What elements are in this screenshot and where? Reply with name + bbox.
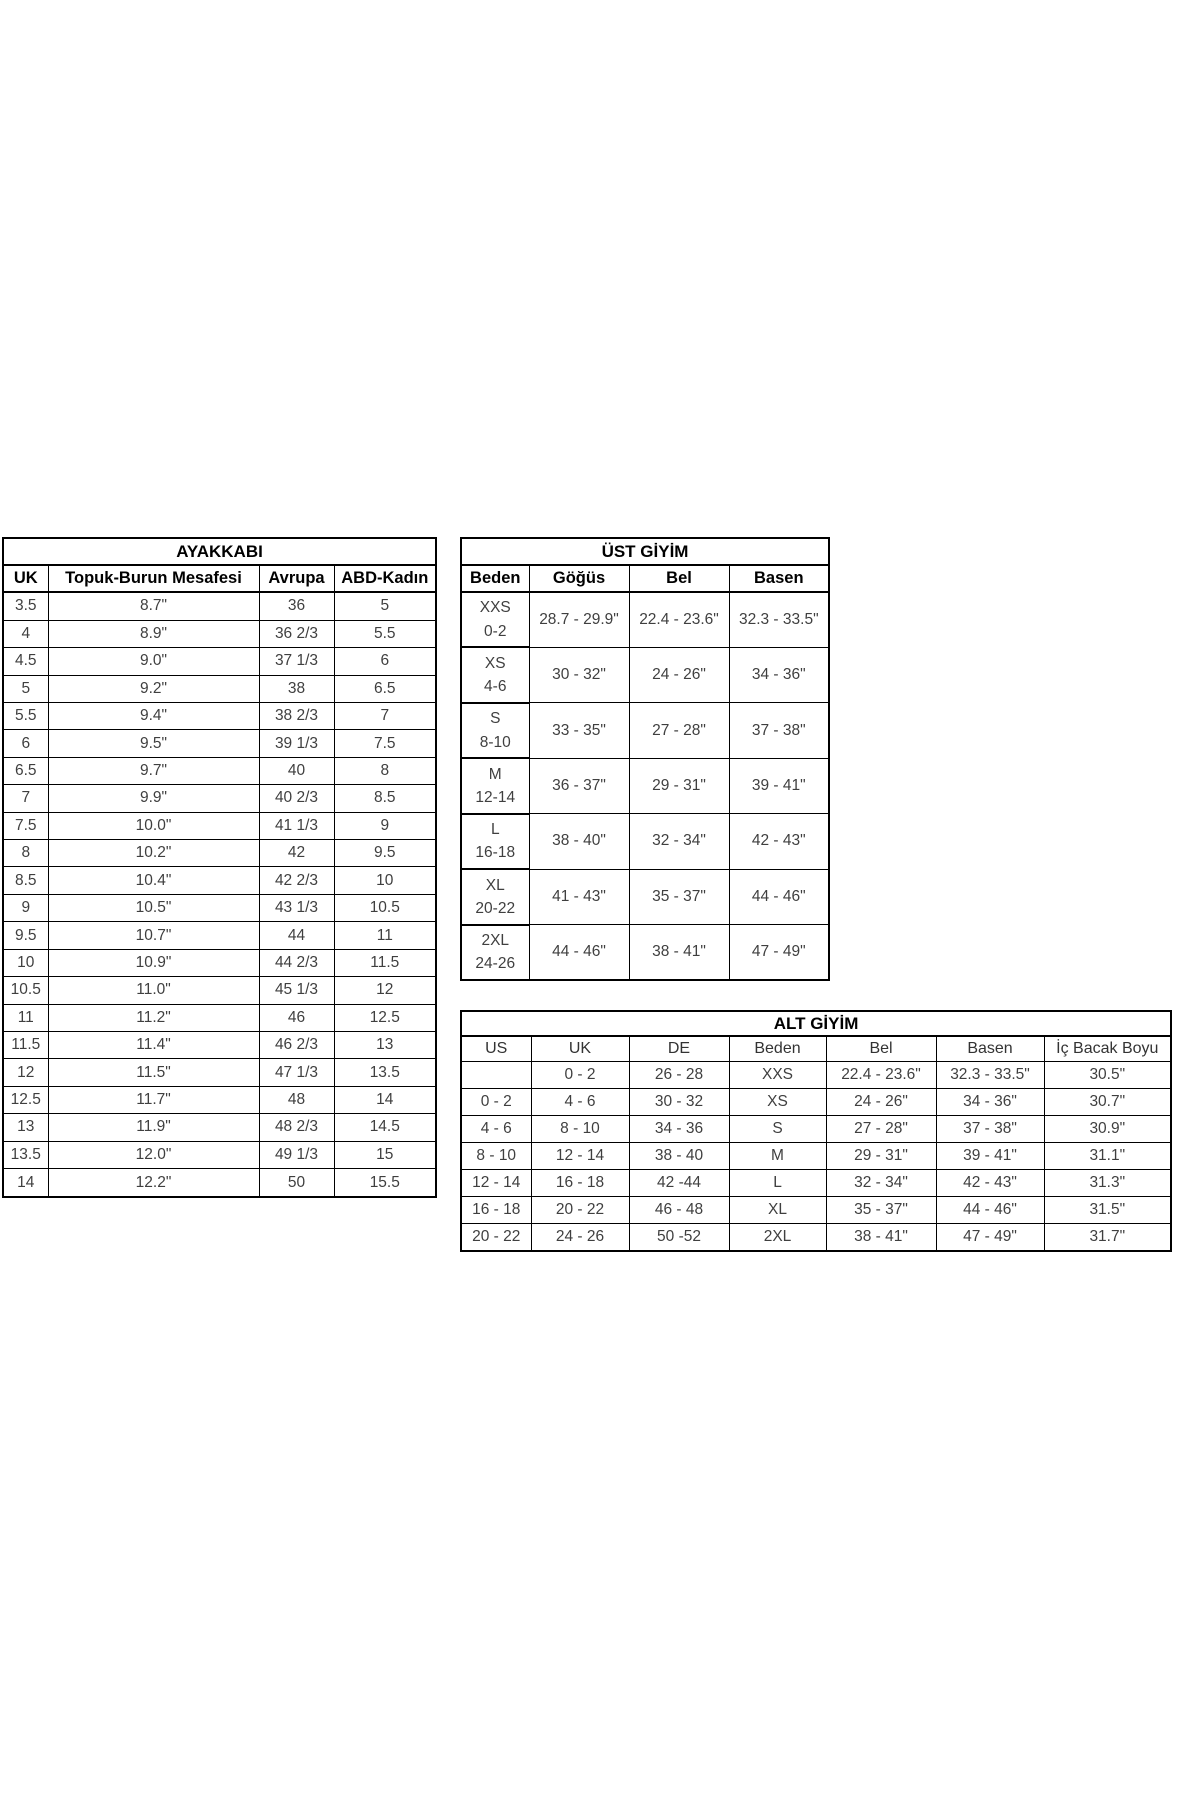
table-cell: 41 1/3 [259,812,334,839]
table-cell: 42 - 43" [936,1169,1044,1196]
table-cell: 2XL [729,1223,826,1251]
column-header: Bel [629,565,729,592]
table-row [461,869,829,924]
table-row [3,977,436,1004]
table-cell: 37 - 38" [729,703,829,758]
table-cell: 39 - 41" [729,758,829,813]
table-cell: 7.5 [334,730,436,757]
table-cell: 34 - 36" [729,647,829,702]
table-cell: 9.5" [48,730,259,757]
table-cell: 16 - 18 [531,1169,629,1196]
table-cell: 4 [3,620,48,647]
table-cell: 13 [3,1114,48,1141]
table-cell: 36 - 37" [529,758,629,813]
table-cell: 12.2" [48,1169,259,1197]
table-cell: 10.5 [334,894,436,921]
column-header: Avrupa [259,565,334,592]
table-cell: 30 - 32" [529,647,629,702]
table-cell: 38 2/3 [259,702,334,729]
table-cell: 7 [334,702,436,729]
table-row [461,1223,1171,1251]
cell-line: 4-6 [484,678,507,696]
table-cell: 46 [259,1004,334,1031]
table-cell: 9 [334,812,436,839]
table-row [3,1004,436,1031]
table-row [461,647,829,702]
table-cell: 14 [3,1169,48,1197]
table-cell: 0 - 2 [531,1062,629,1089]
table-cell: 13.5 [3,1141,48,1168]
table-row [3,867,436,894]
table-row [3,785,436,812]
table-cell: 42 -44 [629,1169,729,1196]
table-cell: 42 [259,840,334,867]
table-cell: 10.4" [48,867,259,894]
table-cell: 10 [334,867,436,894]
table-cell: 13.5 [334,1059,436,1086]
table-cell: 14 [334,1086,436,1113]
table-cell: 12.5 [3,1086,48,1113]
table-cell: L [729,1169,826,1196]
cell-line: 24-26 [475,955,516,973]
bottoms-size-table [460,1010,1172,1252]
table-cell: 32.3 - 33.5" [729,592,829,647]
table-cell: 8 [334,757,436,784]
table-cell: 4 - 6 [461,1115,531,1142]
table-row [461,1088,1171,1115]
table-cell: 9.0" [48,648,259,675]
table-cell: 11.4" [48,1031,259,1058]
table-cell: 20 - 22 [461,1223,531,1251]
table-cell: 10.7" [48,922,259,949]
table-cell: 8.9" [48,620,259,647]
table-cell: 10.5 [3,977,48,1004]
table-cell: 41 - 43" [529,869,629,924]
cell-line: 0-2 [484,622,507,640]
tops-table-title: ÜST GİYİM [461,538,829,565]
table-cell: 11.9" [48,1114,259,1141]
table-cell: 28.7 - 29.9" [529,592,629,647]
table-cell: 9.9" [48,785,259,812]
table-row [3,894,436,921]
table-cell: 36 [259,592,334,620]
table-cell: 7.5 [3,812,48,839]
tops-size-table [460,537,830,981]
table-row [461,1196,1171,1223]
tops-table-header-row [461,565,829,592]
table-row [3,757,436,784]
table-cell: 48 [259,1086,334,1113]
table-cell: 5.5 [3,702,48,729]
table-row [3,1031,436,1058]
table-cell: 36 2/3 [259,620,334,647]
table-cell: M [729,1142,826,1169]
table-cell: 8 - 10 [531,1115,629,1142]
table-row [3,1114,436,1141]
table-cell: 12 [334,977,436,1004]
table-cell: 3.5 [3,592,48,620]
table-cell: 10.2" [48,840,259,867]
column-header: UK [531,1036,629,1062]
table-cell: 12.5 [334,1004,436,1031]
table-cell: 8.7" [48,592,259,620]
table-cell: 0 - 2 [461,1088,531,1115]
table-cell: 45 1/3 [259,977,334,1004]
table-cell: 34 - 36 [629,1115,729,1142]
column-header: Basen [936,1036,1044,1062]
cell-line: M [488,765,502,783]
table-cell: 8.5 [3,867,48,894]
shoe-size-table [2,537,437,1198]
table-cell: 10.0" [48,812,259,839]
column-header: Beden [729,1036,826,1062]
table-cell: 6 [3,730,48,757]
table-cell: 11 [3,1004,48,1031]
table-cell: 12 [3,1059,48,1086]
table-cell: 44 [259,922,334,949]
table-cell: 32 - 34" [629,814,729,869]
table-cell: 40 2/3 [259,785,334,812]
table-row [3,620,436,647]
column-header: Göğüs [529,565,629,592]
table-cell [461,647,529,702]
table-cell: 7 [3,785,48,812]
cell-line: XXS [479,599,511,617]
table-row [3,1086,436,1113]
table-cell: 50 -52 [629,1223,729,1251]
table-cell [461,925,529,980]
table-cell: 38 - 40 [629,1142,729,1169]
table-cell: 15 [334,1141,436,1168]
table-row [3,730,436,757]
tops-table-body [461,592,829,980]
table-cell: 35 - 37" [826,1196,936,1223]
table-cell: 9.7" [48,757,259,784]
table-cell: 35 - 37" [629,869,729,924]
table-cell: 32 - 34" [826,1169,936,1196]
table-cell [461,592,529,647]
column-header: Basen [729,565,829,592]
table-cell: 40 [259,757,334,784]
table-cell: 11.5 [3,1031,48,1058]
table-cell: 8 [3,840,48,867]
bottoms-table-title: ALT GİYİM [461,1011,1171,1036]
table-row [3,1059,436,1086]
table-cell: 27 - 28" [826,1115,936,1142]
table-cell: 9 [3,894,48,921]
table-row [461,703,829,758]
cell-line: 12-14 [475,788,516,806]
table-cell: 30 - 32 [629,1088,729,1115]
table-cell [461,758,529,813]
column-header: UK [3,565,48,592]
table-cell: 5.5 [334,620,436,647]
table-row [461,1142,1171,1169]
table-cell: 46 2/3 [259,1031,334,1058]
table-cell: 9.5 [3,922,48,949]
table-row [461,592,829,647]
column-header: ABD-Kadın [334,565,436,592]
table-cell: 47 - 49" [729,925,829,980]
table-cell: 34 - 36" [936,1088,1044,1115]
table-row [3,949,436,976]
table-cell: 30.7" [1044,1088,1171,1115]
table-cell: 32.3 - 33.5" [936,1062,1044,1089]
cell-line: S [490,710,501,728]
table-cell: 8 - 10 [461,1142,531,1169]
table-row [3,922,436,949]
table-cell: 22.4 - 23.6" [629,592,729,647]
table-cell: 38 - 41" [629,925,729,980]
table-row [3,648,436,675]
table-cell: 44 - 46" [529,925,629,980]
table-row [3,812,436,839]
cell-line: 16-18 [475,844,516,862]
table-cell: 30.9" [1044,1115,1171,1142]
table-cell: 39 1/3 [259,730,334,757]
table-cell: XS [729,1088,826,1115]
tops-table-title-row [461,538,829,565]
table-row [3,840,436,867]
table-cell: 6.5 [3,757,48,784]
table-cell: 24 - 26 [531,1223,629,1251]
table-cell [461,814,529,869]
table-cell: 15.5 [334,1169,436,1197]
table-cell: 11.5" [48,1059,259,1086]
table-cell: 11.7" [48,1086,259,1113]
table-row [461,758,829,813]
cell-line: XL [485,876,505,894]
table-cell: 50 [259,1169,334,1197]
table-cell: XL [729,1196,826,1223]
table-cell: 12.0" [48,1141,259,1168]
table-cell: 47 1/3 [259,1059,334,1086]
table-cell: 12 - 14 [531,1142,629,1169]
table-cell: 26 - 28 [629,1062,729,1089]
table-cell: 11.5 [334,949,436,976]
bottoms-table-body [461,1062,1171,1252]
table-cell: S [729,1115,826,1142]
table-cell: 38 - 40" [529,814,629,869]
table-row [3,1169,436,1197]
table-cell: 6 [334,648,436,675]
shoe-table-body [3,592,436,1197]
table-row [461,1169,1171,1196]
table-cell: 12 - 14 [461,1169,531,1196]
table-cell: 5 [334,592,436,620]
table-cell: 30.5" [1044,1062,1171,1089]
table-row [461,925,829,980]
column-header: İç Bacak Boyu [1044,1036,1171,1062]
table-cell: 37 - 38" [936,1115,1044,1142]
table-cell: 22.4 - 23.6" [826,1062,936,1089]
table-cell: 9.4" [48,702,259,729]
shoe-table-title: AYAKKABI [3,538,436,565]
table-cell: 47 - 49" [936,1223,1044,1251]
table-cell: 8.5 [334,785,436,812]
table-cell: 13 [334,1031,436,1058]
table-cell: 48 2/3 [259,1114,334,1141]
column-header: US [461,1036,531,1062]
cell-line: 8-10 [479,733,511,751]
table-cell [461,703,529,758]
table-cell: 24 - 26" [629,647,729,702]
table-cell: 43 1/3 [259,894,334,921]
column-header: Topuk-Burun Mesafesi [48,565,259,592]
table-cell: 5 [3,675,48,702]
table-cell: 10 [3,949,48,976]
table-cell: 20 - 22 [531,1196,629,1223]
shoe-table-header-row [3,565,436,592]
table-cell: 14.5 [334,1114,436,1141]
table-cell: 42 - 43" [729,814,829,869]
table-row [461,1062,1171,1089]
table-cell: 29 - 31" [629,758,729,813]
table-row [3,1141,436,1168]
table-cell: 4.5 [3,648,48,675]
table-cell: 11.0" [48,977,259,1004]
bottoms-table-header-row [461,1036,1171,1062]
table-cell: 44 2/3 [259,949,334,976]
column-header: Bel [826,1036,936,1062]
table-row [461,1115,1171,1142]
table-cell: 49 1/3 [259,1141,334,1168]
table-cell: 39 - 41" [936,1142,1044,1169]
table-row [461,814,829,869]
cell-line: 20-22 [475,899,516,917]
table-cell: 46 - 48 [629,1196,729,1223]
table-cell: 42 2/3 [259,867,334,894]
table-cell: XXS [729,1062,826,1089]
table-cell: 9.2" [48,675,259,702]
table-cell: 24 - 26" [826,1088,936,1115]
table-cell: 44 - 46" [729,869,829,924]
table-cell: 31.1" [1044,1142,1171,1169]
table-cell: 37 1/3 [259,648,334,675]
table-cell: 38 [259,675,334,702]
table-cell: 44 - 46" [936,1196,1044,1223]
table-cell: 31.7" [1044,1223,1171,1251]
table-cell: 11 [334,922,436,949]
table-cell: 16 - 18 [461,1196,531,1223]
table-row [3,702,436,729]
shoe-table-title-row [3,538,436,565]
table-row [3,675,436,702]
cell-line: L [490,821,500,839]
table-cell: 38 - 41" [826,1223,936,1251]
table-row [3,592,436,620]
table-cell: 10.9" [48,949,259,976]
table-cell: 33 - 35" [529,703,629,758]
cell-line: 2XL [481,932,510,950]
table-cell [461,869,529,924]
table-cell: 10.5" [48,894,259,921]
table-cell: 4 - 6 [531,1088,629,1115]
table-cell: 29 - 31" [826,1142,936,1169]
column-header: DE [629,1036,729,1062]
table-cell [461,1062,531,1089]
column-header: Beden [461,565,529,592]
table-cell: 27 - 28" [629,703,729,758]
table-cell: 11.2" [48,1004,259,1031]
cell-line: XS [484,654,506,672]
bottoms-table-title-row [461,1011,1171,1036]
table-cell: 31.5" [1044,1196,1171,1223]
table-cell: 9.5 [334,840,436,867]
table-cell: 31.3" [1044,1169,1171,1196]
table-cell: 6.5 [334,675,436,702]
